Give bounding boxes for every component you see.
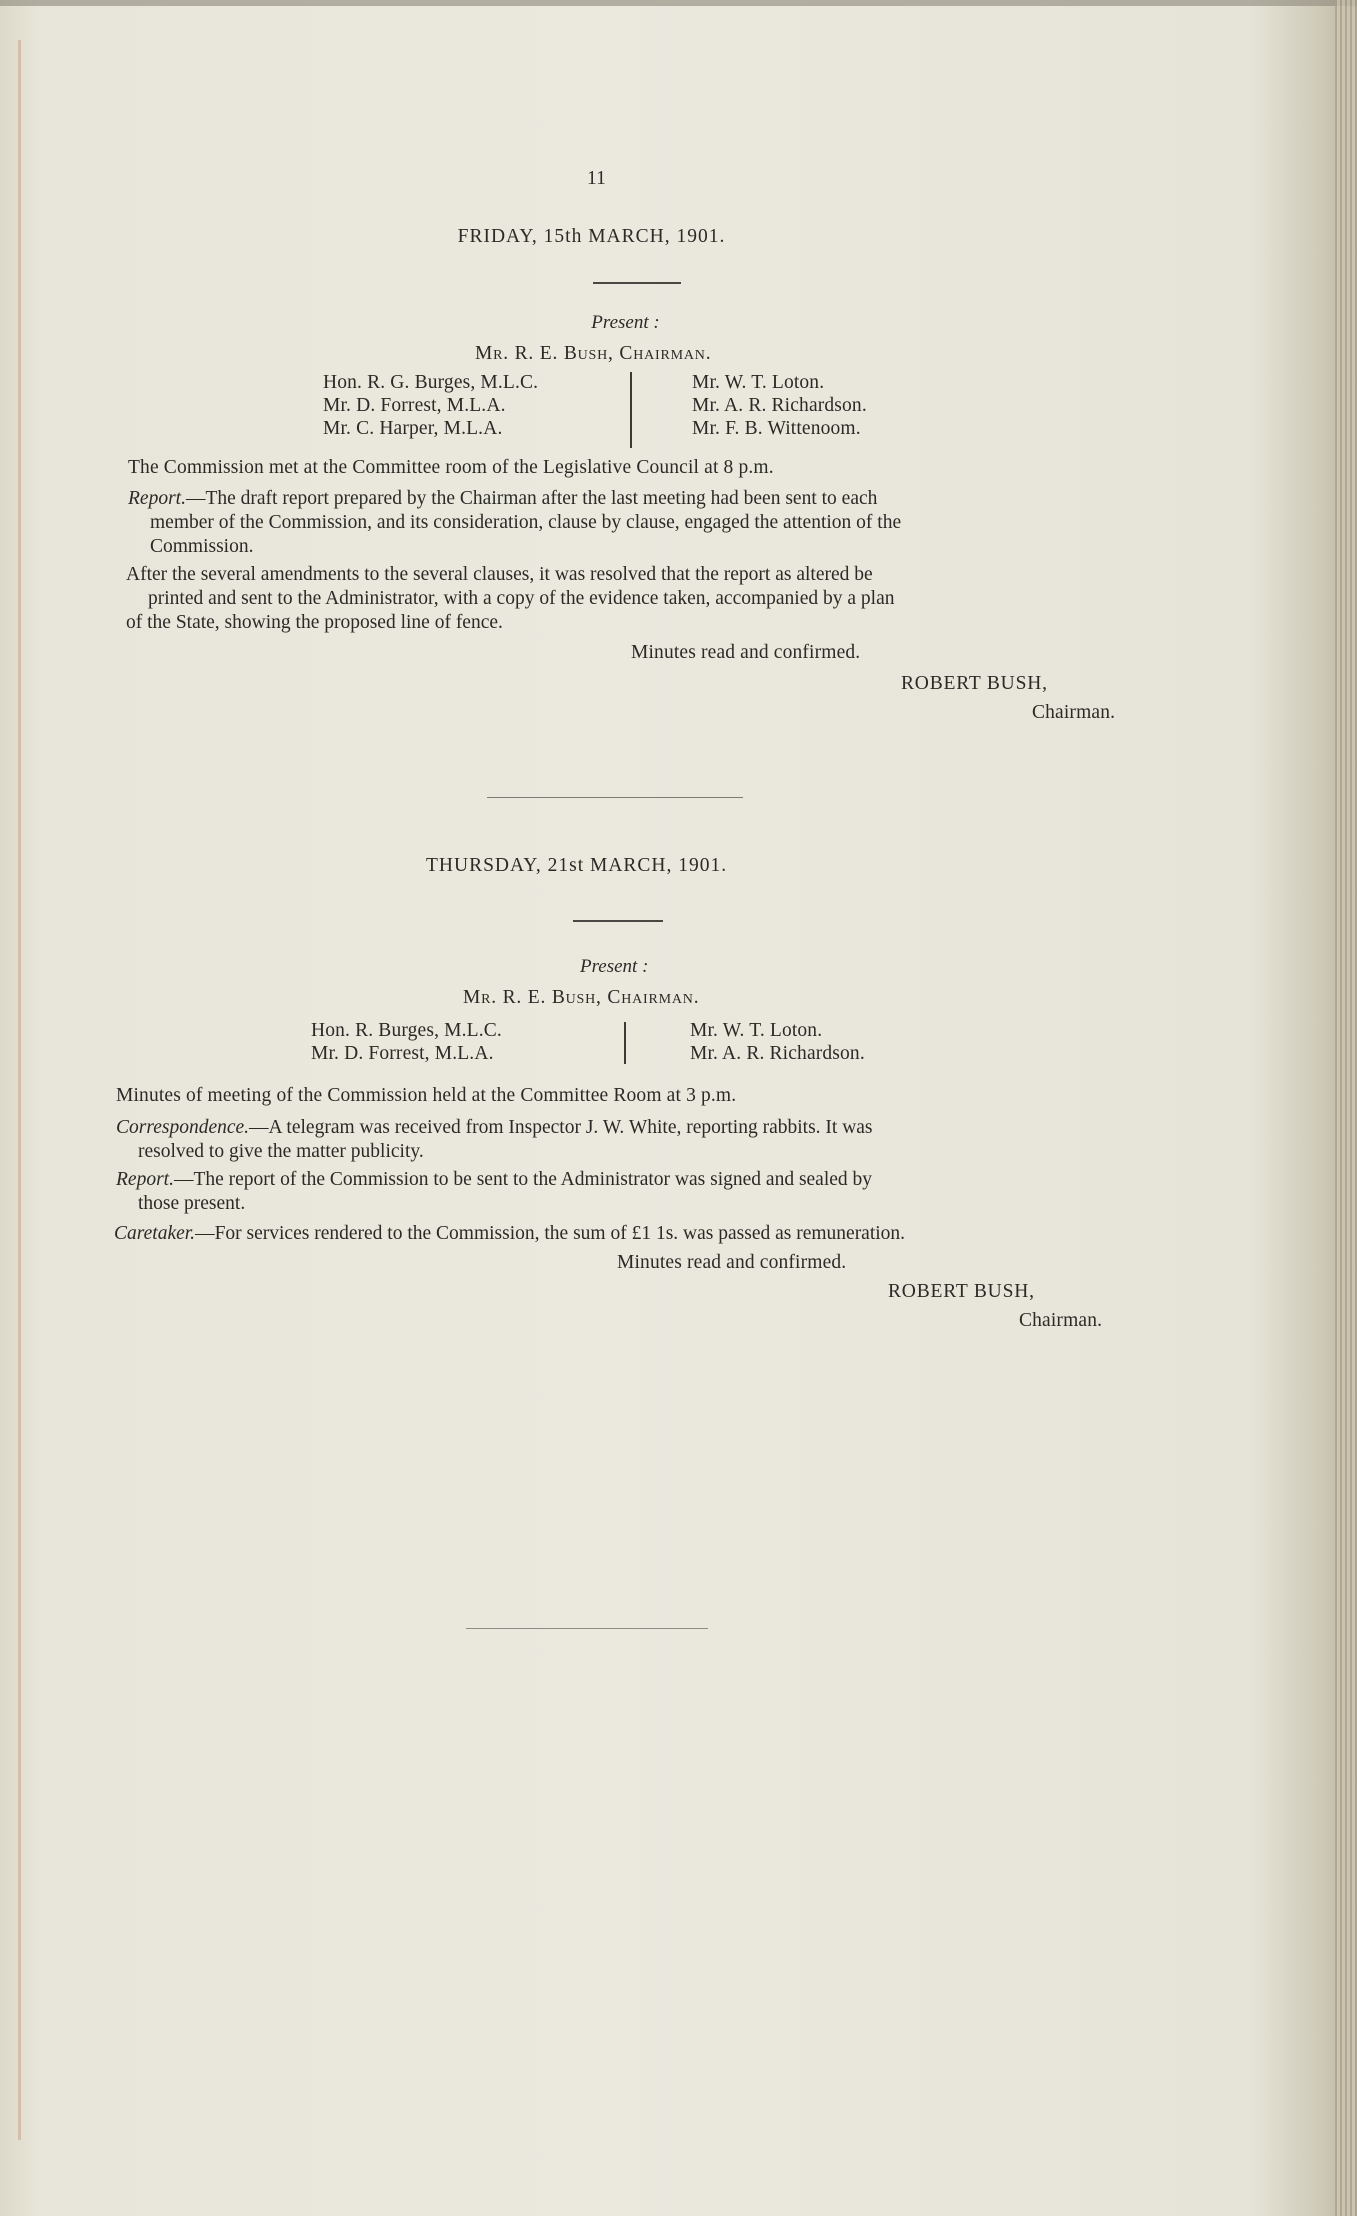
meeting2-chairman-line: Mr. R. E. Bush, Chairman.	[463, 987, 700, 1008]
meeting1-amendments-paragraph	[126, 563, 1166, 635]
member: Mr. F. B. Wittenoom.	[692, 418, 861, 439]
report-label: Report.	[116, 1169, 174, 1190]
meeting2-opening: Minutes of meeting of the Commission held at the Committee Room at 3 p.m.	[116, 1085, 737, 1106]
meeting2-signature: ROBERT BUSH,	[888, 1281, 1035, 1302]
caretaker-label: Caretaker.	[114, 1223, 196, 1244]
amend-text: After the several amendments to the several clauses, it was resolved that the report as altered be	[126, 564, 873, 585]
caretaker-text: —For services rendered to the Commission, the sum of £1 1s. was passed as remuneration.	[195, 1223, 906, 1244]
report-text: member of the Commission, and its consideration, clause by clause, engaged the attention of the	[150, 512, 902, 533]
member: Mr. C. Harper, M.L.A.	[323, 418, 503, 439]
meeting1-right-members	[692, 371, 867, 440]
correspondence-label: Correspondence.	[116, 1117, 250, 1138]
page-edge-shadow	[1335, 0, 1357, 2216]
page-number: 11	[586, 168, 607, 189]
member: Mr. A. R. Richardson.	[692, 395, 867, 416]
meeting1-signature-title: Chairman.	[1032, 702, 1116, 723]
meeting1-divider	[593, 282, 681, 284]
meeting2-correspondence-paragraph	[116, 1116, 1152, 1164]
meeting1-minutes: Minutes read and confirmed.	[631, 642, 861, 663]
member: Mr. D. Forrest, M.L.A.	[323, 395, 506, 416]
member: Mr. W. T. Loton.	[692, 372, 825, 393]
correspondence-text: resolved to give the matter publicity.	[138, 1141, 424, 1162]
meeting1-heading: FRIDAY, 15th MARCH, 1901.	[457, 226, 726, 247]
report-text: —The report of the Commission to be sent to the Administrator was signed and sealed by	[173, 1169, 873, 1190]
amend-text: of the State, showing the proposed line of fence.	[126, 612, 503, 633]
meeting2-minutes: Minutes read and confirmed.	[617, 1252, 847, 1273]
report-text: Commission.	[150, 536, 254, 557]
member: Mr. W. T. Loton.	[690, 1020, 823, 1041]
meeting1-signature: ROBERT BUSH,	[901, 673, 1048, 694]
binding-margin-line	[18, 40, 21, 2140]
meeting2-signature-title: Chairman.	[1019, 1310, 1103, 1331]
report-label: Report.	[128, 488, 186, 509]
meeting2-right-members	[690, 1019, 865, 1065]
meeting1-chairman-line: Mr. R. E. Bush, Chairman.	[475, 343, 712, 364]
meeting1-report-paragraph	[128, 487, 1164, 559]
meeting2-report-paragraph	[116, 1168, 1152, 1216]
member-column-separator	[624, 1022, 626, 1064]
member: Mr. A. R. Richardson.	[690, 1043, 865, 1064]
report-text: those present.	[138, 1193, 246, 1214]
end-divider	[466, 1628, 708, 1629]
section-divider	[487, 797, 743, 798]
meeting2-present-label: Present :	[580, 956, 649, 977]
meeting2-left-members	[311, 1019, 502, 1065]
meeting1-opening: The Commission met at the Committee room of the Legislative Council at 8 p.m.	[128, 457, 774, 478]
meeting2-divider	[573, 920, 663, 922]
meeting2-heading: THURSDAY, 21st MARCH, 1901.	[426, 855, 728, 876]
member: Hon. R. G. Burges, M.L.C.	[323, 372, 539, 393]
member: Hon. R. Burges, M.L.C.	[311, 1020, 502, 1041]
page-top-edge	[0, 0, 1357, 6]
correspondence-text: —A telegram was received from Inspector J. W. White, reporting rabbits. It was	[249, 1117, 873, 1138]
report-text: —The draft report prepared by the Chairman after the last meeting had been sent to each	[185, 488, 878, 509]
meeting1-present-label: Present :	[591, 312, 660, 333]
member: Mr. D. Forrest, M.L.A.	[311, 1043, 494, 1064]
meeting1-left-members	[323, 371, 538, 440]
amend-text: printed and sent to the Administrator, with a copy of the evidence taken, accompanied by a plan	[148, 588, 895, 609]
member-column-separator	[630, 372, 632, 448]
meeting2-caretaker-paragraph	[114, 1222, 1154, 1246]
